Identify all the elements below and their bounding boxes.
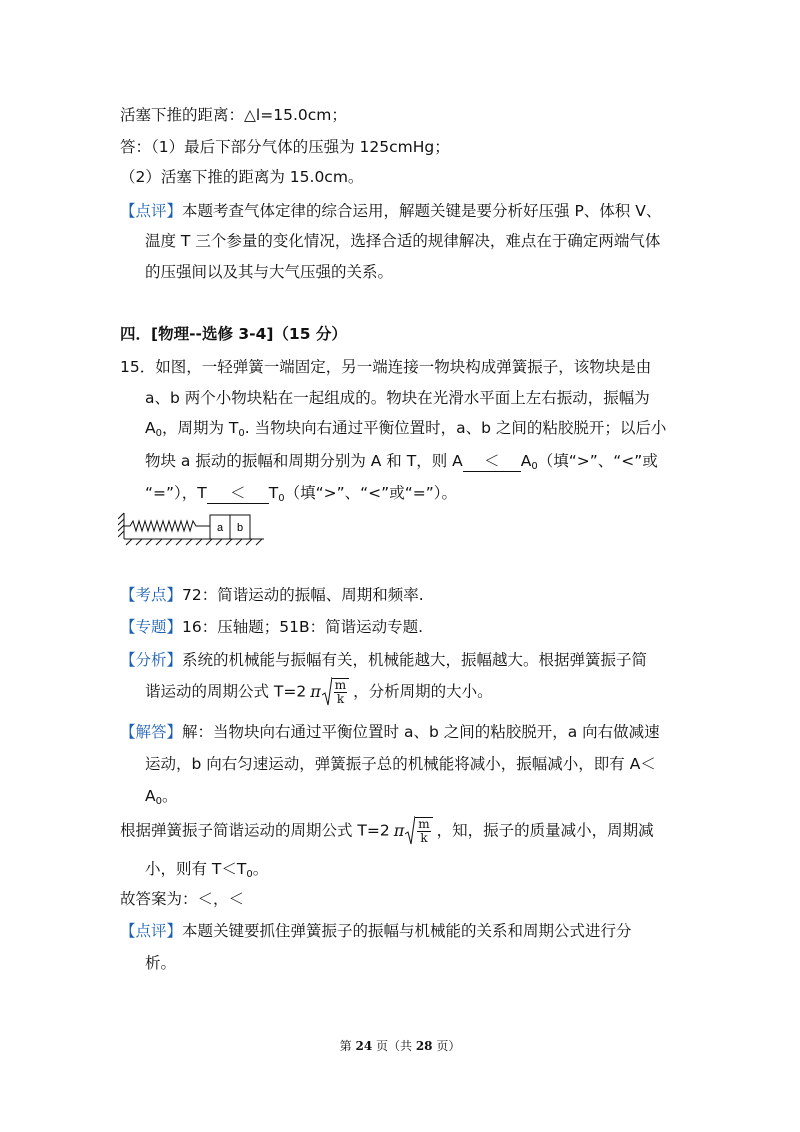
answer-blank: ＜ bbox=[463, 451, 521, 472]
sqrt-icon bbox=[322, 677, 332, 707]
comment-line: 【点评】本题关键要抓住弹簧振子的振幅与机械能的关系和周期公式进行分 bbox=[120, 922, 632, 940]
question-line: a、b 两个小物块粘在一起组成的。物块在光滑水平面上左右振动，振幅为 bbox=[145, 389, 650, 407]
analysis-line: 【解答】解：当物块向右通过平衡位置时 a、b 之间的粘胶脱开，a 向右做减速 bbox=[120, 723, 660, 741]
question-line: $A_0$，周期为 $T_0$. 当物块向右通过平衡位置时，a、b 之间的粘胶脱开；以后小 bbox=[145, 419, 667, 439]
analysis-line: 谐运动的周期公式 T=2 π m k ，分析周期的大小。 bbox=[145, 678, 493, 706]
floor bbox=[124, 539, 264, 545]
fenxi-tag: 【分析】 bbox=[120, 651, 183, 669]
period-formula: π m k bbox=[310, 677, 349, 707]
jieda-tag: 【解答】 bbox=[120, 723, 183, 741]
analysis-line: $A_0$。 bbox=[145, 787, 178, 807]
analysis-line: 【专题】16：压轴题；51B：简谐运动专题. bbox=[120, 618, 424, 636]
question-line: 15．如图，一轻弹簧一端固定，另一端连接一物块构成弹簧振子，该物块是由 bbox=[120, 358, 652, 376]
kaodian-tag: 【考点】 bbox=[120, 586, 183, 604]
sqrt-icon bbox=[405, 816, 415, 846]
wall bbox=[118, 513, 124, 539]
section-heading: 四．[物理--选修 3-4]（15 分） bbox=[120, 325, 347, 343]
question-line: 物块 a 振动的振幅和周期分别为 A 和 T，则 $A < A_0$（填“>”、“<”或 bbox=[145, 452, 658, 472]
period-formula: π m k bbox=[394, 816, 433, 846]
text-line: 答：（1）最后下部分气体的压强为 125cmHg； bbox=[120, 138, 450, 156]
text-line: 温度 T 三个参量的变化情况，选择合适的规律解决，难点在于确定两端气体 bbox=[145, 232, 661, 250]
comment-line bbox=[120, 199, 661, 223]
comment-tag: 【点评】 bbox=[120, 922, 183, 940]
text-line: 活塞下推的距离：△l=15.0cm； bbox=[120, 106, 347, 124]
page-footer: 第 24 页（共 28 页） bbox=[339, 1039, 461, 1053]
analysis-line: 小，则有 $T<T_0$。 bbox=[145, 860, 269, 880]
question-line: “=”），$T < T_0$（填“>”、“<”或“=”）。 bbox=[145, 484, 458, 504]
spring bbox=[124, 521, 210, 531]
answer-blank: ＜ bbox=[207, 483, 269, 504]
block-b-label: b bbox=[236, 522, 244, 534]
comment-text: 本题考查气体定律的综合运用，解题关键是要分析好压强 P、体积 V、 bbox=[182, 202, 662, 220]
block-a-label: a bbox=[216, 522, 224, 534]
answer-line: 故答案为：＜，＜ bbox=[120, 890, 245, 908]
text-line: （2）活塞下推的距离为 15.0cm。 bbox=[120, 168, 364, 186]
comment-tag: 【点评】 bbox=[120, 202, 183, 220]
comment-line: 析。 bbox=[145, 954, 177, 972]
analysis-line: 根据弹簧振子简谐运动的周期公式 T=2 π m k ，知，振子的质量减小，周期减 bbox=[120, 817, 654, 845]
text-line: 的压强间以及其与大气压强的关系。 bbox=[145, 263, 394, 281]
zhuanti-tag: 【专题】 bbox=[120, 618, 183, 636]
analysis-line: 【考点】72：简谐运动的振幅、周期和频率. bbox=[120, 586, 424, 604]
spring-oscillator-diagram bbox=[118, 509, 278, 549]
analysis-line: 【分析】系统的机械能与振幅有关，机械能越大，振幅越大。根据弹簧振子简 bbox=[120, 651, 648, 669]
analysis-line: 运动，b 向右匀速运动，弹簧振子总的机械能将减小，振幅减小，即有 A＜ bbox=[145, 755, 656, 773]
